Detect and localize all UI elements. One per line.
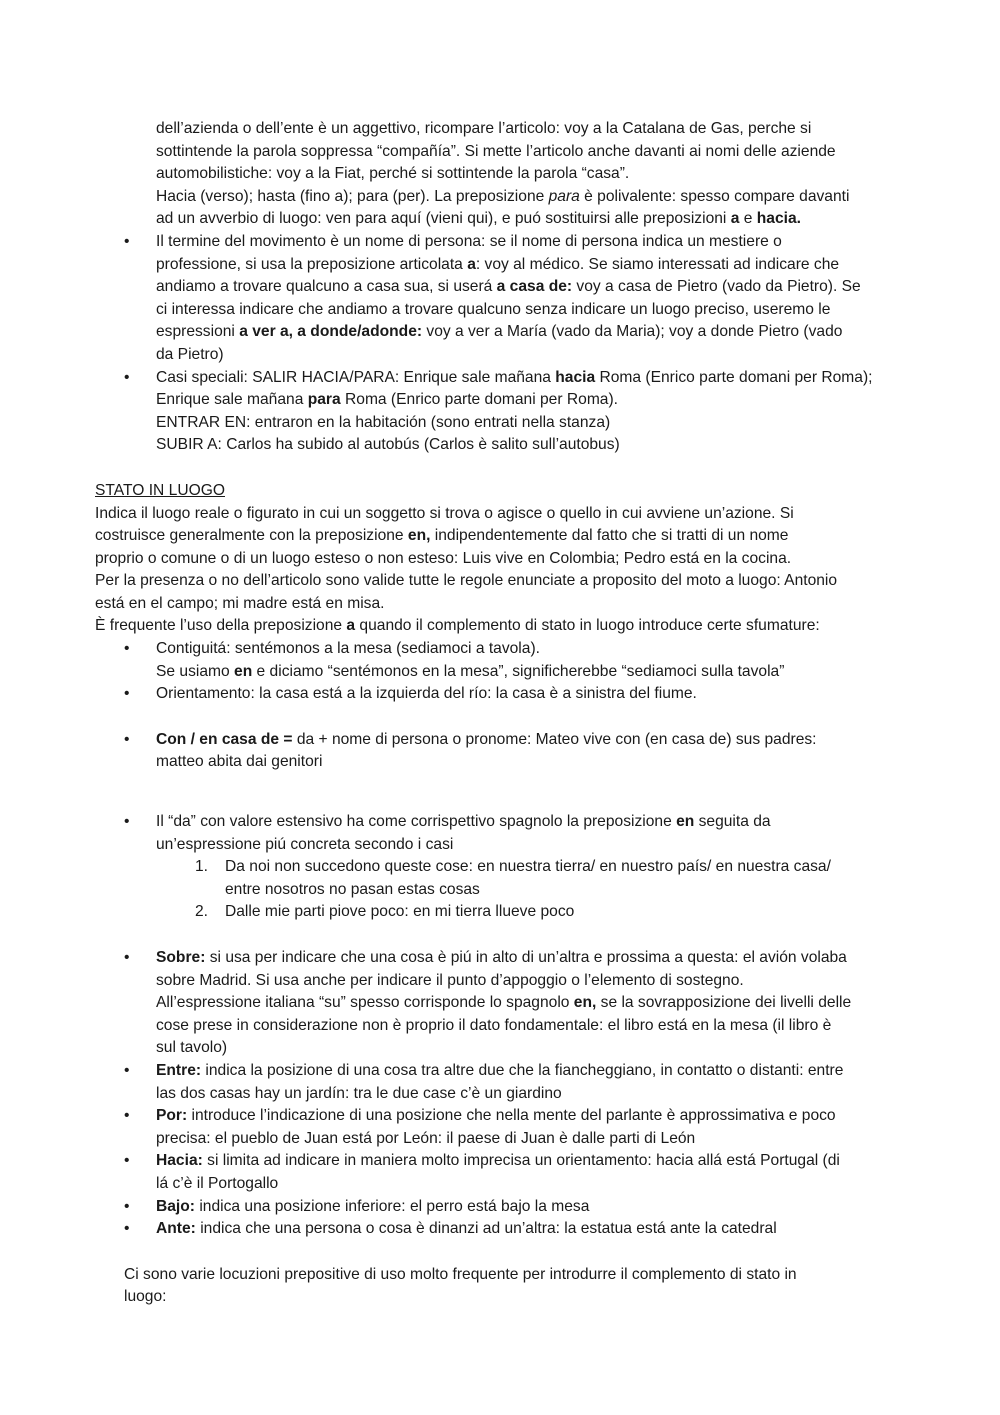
bullet-marker: •	[124, 813, 130, 831]
bullet-item-orientamento	[0, 683, 1000, 706]
text-run: Roma (Enrico parte domani per Roma);	[595, 368, 873, 386]
text-run: introduce l’indicazione di una posizione che nella mente del parlante è approssimativa e poco	[187, 1107, 836, 1125]
numbered-line: Dalle mie parti piove poco: en mi tierra llueve poco	[225, 903, 575, 921]
bold-term: a	[467, 255, 476, 273]
bullet-line: precisa: el pueblo de Juan está por León: il paese di Juan è dalle parti di León	[156, 1129, 696, 1147]
bullet-line: lá c’è il Portogallo	[156, 1174, 279, 1192]
bullet-line	[0, 729, 1000, 752]
text-run: voy a ver a María (vado da Maria); voy a donde Pietro (vado	[422, 323, 843, 341]
bullet-line	[0, 992, 1000, 1015]
bullet-marker: •	[124, 232, 130, 250]
bullet-line	[0, 1218, 1000, 1241]
bullet-item-persona	[0, 231, 1000, 367]
paragraph-line	[0, 525, 1000, 548]
bullet-marker: •	[124, 640, 130, 658]
bold-term: en	[676, 813, 695, 831]
bullet-line: Orientamento: la casa está a la izquierda del río: la casa è a sinistra del fiume.	[156, 685, 697, 703]
bullet-marker: •	[124, 1152, 130, 1170]
text-run: Enrique sale mañana	[156, 391, 308, 409]
bold-term: a casa de:	[496, 278, 573, 296]
bullet-line: ENTRAR EN: entraron en la habitación (sono entrati nella stanza)	[156, 413, 611, 431]
intro-line: sottintende la parola soppressa “compañía”. Si mette l’articolo anche davanti ai nomi delle aziende	[156, 142, 836, 160]
bullet-marker: •	[124, 1197, 130, 1215]
text-run: da + nome di persona o pronome: Mateo vive con (en casa de) sus padres:	[292, 730, 817, 748]
text-run: seguita da	[694, 813, 771, 831]
text-run: e diciamo “sentémonos en la mesa”, significherebbe “sediamoci sulla tavola”	[252, 662, 785, 680]
numbered-item-2	[0, 901, 1000, 924]
bold-term: para	[307, 391, 341, 409]
text-run: È frequente l’uso della preposizione	[95, 617, 347, 635]
bold-term: Hacia:	[156, 1152, 203, 1170]
bullet-line	[0, 1060, 1000, 1083]
text-run: si usa per indicare che una cosa è piú in alto di un’altra e prossima a questa: el avión volaba	[205, 949, 847, 966]
bullet-line	[0, 811, 1000, 834]
list-number: 1.	[195, 858, 209, 876]
text-run: andiamo a trovare qualcuno a casa sua, si userá	[156, 278, 497, 296]
bullet-line: ci interessa indicare che andiamo a trovare qualcuno senza indicare un luogo preciso, useremo le	[156, 300, 831, 318]
text-run: Se usiamo	[156, 662, 235, 680]
bold-term: en,	[573, 994, 597, 1012]
bold-term: a	[730, 210, 740, 228]
bullet-line: cose prese in considerazione non è proprio il dato fondamentale: el libro está en la mesa (il libro è	[156, 1016, 832, 1034]
bullet-line: Il termine del movimento è un nome di persona: se il nome di persona indica un mestiere o	[156, 232, 782, 250]
bullet-line	[0, 254, 1000, 277]
text-run: indica una posizione inferiore: el perro está bajo la mesa	[194, 1197, 590, 1215]
bullet-line	[0, 276, 1000, 299]
bullet-marker: •	[124, 730, 130, 748]
paragraph-line: Indica il luogo reale o figurato in cui un soggetto si trova o agisce o quello in cui avviene un’azione. Si	[95, 504, 794, 522]
bold-term: Ante:	[156, 1220, 196, 1238]
text-run: voy a casa de Pietro (vado da Pietro). Se	[572, 278, 861, 296]
list-number: 2.	[195, 903, 209, 921]
bullet-line: Contiguitá: sentémonos a la mesa (sediamoci a tavola).	[156, 640, 540, 658]
text-run: e	[739, 210, 757, 228]
bullet-marker: •	[124, 949, 130, 966]
bullet-item-hacia	[0, 1150, 1000, 1195]
bold-term: en	[234, 662, 253, 680]
bullet-line: sul tavolo)	[156, 1039, 228, 1057]
document-page	[0, 118, 1000, 1309]
bullet-line	[0, 389, 1000, 412]
paragraph-line: Ci sono varie locuzioni prepositive di uso molto frequente per introdurre il complemento di stato in	[124, 1265, 797, 1283]
bullet-item-bajo	[0, 1196, 1000, 1219]
bullet-marker: •	[124, 1220, 130, 1238]
text-run: professione, si usa la preposizione articolata	[156, 255, 468, 273]
bold-term: Sobre:	[156, 949, 206, 966]
text-run: costruisce generalmente con la preposizione	[95, 527, 408, 545]
text-run: Hacia (verso); hasta (fino a); para (per). La preposizione	[156, 187, 549, 205]
bullet-line	[0, 321, 1000, 344]
bullet-line	[0, 367, 1000, 390]
bullet-marker: •	[124, 1107, 130, 1125]
bold-term: Entre:	[156, 1061, 202, 1079]
text-run: ad un avverbio di luogo: ven para aquí (vieni qui), e puó sostituirsi alle preposizioni	[156, 210, 731, 228]
bullet-item-contiguita	[0, 638, 1000, 683]
paragraph-line: proprio o comune o di un luogo esteso o non esteso: Luis vive en Colombia; Pedro está en la cocina.	[95, 549, 792, 567]
text-run: Casi speciali: SALIR HACIA/PARA: Enrique sale mañana	[156, 368, 556, 386]
text-run: espressioni	[156, 323, 240, 341]
text-run: : voy al médico. Se siamo interessati ad indicare che	[475, 255, 840, 273]
bullet-item-por	[0, 1105, 1000, 1150]
bullet-item-ante	[0, 1218, 1000, 1241]
bullet-item-con-casa	[0, 729, 1000, 774]
text-run: indica la posizione di una cosa tra altre due che la fiancheggiano, in contatto o distanti: entre	[201, 1061, 844, 1079]
page-header-mark	[480, 2, 510, 5]
bold-term: a	[346, 617, 356, 635]
bullet-line: un’espressione piú concreta secondo i casi	[156, 835, 454, 853]
numbered-line: entre nosotros no pasan estas cosas	[225, 880, 480, 898]
bold-term: a ver a, a donde/adonde:	[239, 323, 423, 341]
bullet-line	[0, 1105, 1000, 1128]
bullet-line: da Pietro)	[156, 345, 224, 363]
italic-term: para	[548, 187, 580, 205]
bullet-marker: •	[124, 368, 130, 386]
text-run: All’espressione italiana “su” spesso corrisponde lo spagnolo	[156, 994, 574, 1012]
bold-term: Por:	[156, 1107, 188, 1125]
bold-term: hacia.	[756, 210, 801, 228]
bold-term: Con / en casa de =	[156, 730, 293, 748]
bullet-line	[0, 1150, 1000, 1173]
text-run: è polivalente: spesso compare davanti	[579, 187, 850, 205]
bullet-line	[0, 1196, 1000, 1219]
bullet-item-casi-speciali	[0, 367, 1000, 457]
bold-term: en,	[407, 527, 431, 545]
paragraph-line: Per la presenza o no dell’articolo sono valide tutte le regole enunciate a proposito del moto a luogo: Antonio	[95, 572, 838, 590]
text-run: quando il complemento di stato in luogo introduce certe sfumature:	[355, 617, 820, 635]
bullet-line: sobre Madrid. Si usa anche per indicare il punto d’appoggio o l’elemento di sostegno.	[156, 971, 744, 989]
paragraph-line	[0, 615, 1000, 638]
numbered-item-1	[0, 856, 1000, 901]
intro-line: automobilistiche: voy a la Fiat, perché si sottintende la parola “casa”.	[156, 165, 630, 183]
bullet-line: SUBIR A: Carlos ha subido al autobús (Carlos è salito sull’autobus)	[156, 436, 620, 454]
text-run: indipendentemente dal fatto che si tratti di un nome	[430, 527, 789, 545]
text-run: Roma (Enrico parte domani per Roma).	[340, 391, 619, 409]
bullet-line: las dos casas hay un jardín: tra le due case c’è un giardino	[156, 1084, 562, 1102]
bullet-marker: •	[124, 1061, 130, 1079]
intro-line	[0, 208, 1000, 231]
bold-term: hacia	[555, 368, 596, 386]
intro-line: dell’azienda o dell’ente è un aggettivo, ricompare l’articolo: voy a la Catalana de Gas, perche si	[156, 120, 812, 137]
bullet-marker: •	[124, 685, 130, 703]
text-run: indica che una persona o cosa è dinanzi ad un’altra: la estatua está ante la catedral	[195, 1220, 777, 1238]
section-heading: STATO IN LUOGO	[95, 481, 225, 499]
text-run: si limita ad indicare in maniera molto imprecisa un orientamento: hacia allá está Portugal (di	[202, 1152, 840, 1170]
bullet-item-da-estensivo	[0, 811, 1000, 924]
text-run: se la sovrapposizione dei livelli delle	[596, 994, 852, 1012]
bullet-item-entre	[0, 1060, 1000, 1105]
bullet-line	[0, 661, 1000, 684]
bullet-line: matteo abita dai genitori	[156, 753, 323, 771]
bullet-item-sobre	[0, 947, 1000, 1060]
bold-term: Bajo:	[156, 1197, 195, 1215]
intro-line	[0, 186, 1000, 209]
bullet-line	[0, 947, 1000, 970]
paragraph-line: luogo:	[124, 1288, 167, 1306]
paragraph-line: está en el campo; mi madre está en misa.	[95, 594, 385, 612]
numbered-line: Da noi non succedono queste cose: en nuestra tierra/ en nuestro país/ en nuestra casa/	[225, 858, 831, 876]
text-run: Il “da” con valore estensivo ha come corrispettivo spagnolo la preposizione	[156, 813, 677, 831]
